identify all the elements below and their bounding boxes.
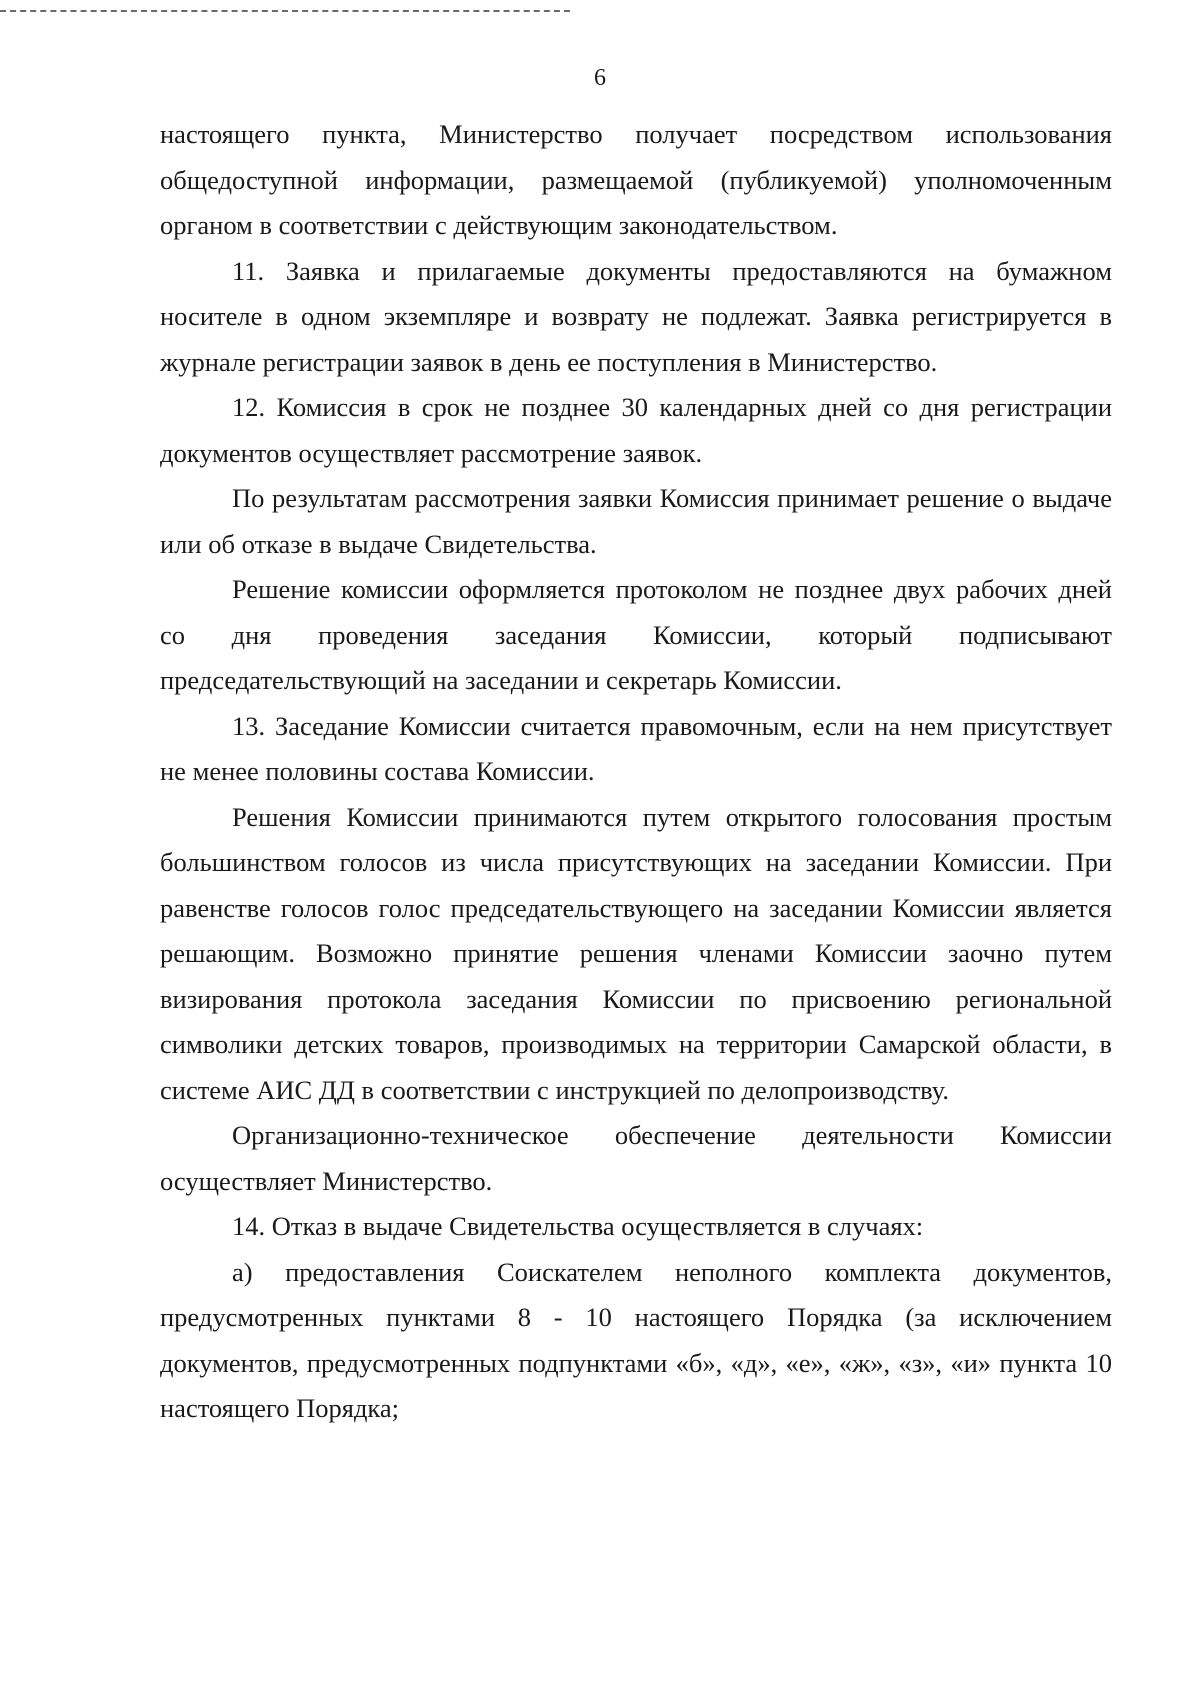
paragraph-item-13: 13. Заседание Комиссии считается правомочным, если на нем присутствует не менее половины состава Комиссии. (160, 710, 1112, 786)
paragraph-item-12: 12. Комиссия в срок не позднее 30 календарных дней со дня регистрации документов осуществляет рассмотрение заявок. (160, 392, 1112, 468)
paragraph-continuation: настоящего пункта, Министерство получает посредством использования общедоступной информации, размещаемой (публикуемой) уполномоченным органом в соответствии с действующим законодательством. (160, 119, 1112, 240)
top-dashed-border (0, 10, 570, 12)
page-number-text: 6 (594, 65, 606, 91)
paragraph-item-11: 11. Заявка и прилагаемые документы предоставляются на бумажном носителе в одном экземпляре и возврату не подлежат. Заявка регистрируется в журнале регистрации заявок в день ее поступления в Министерство. (160, 255, 1112, 377)
paragraph-item-14a: а) предоставления Соискателем неполного комплекта документов, предусмотренных пунктами 8 - 10 настоящего Порядка (за исключением документов, предусмотренных подпунктами «б», «д», «е», «ж», «з», «и» пункта 10 настоящего Порядка; (160, 1256, 1112, 1423)
paragraph-review-results: По результатам рассмотрения заявки Комиссия принимает решение о выдаче или об отказе в выдаче Свидетельства. (160, 483, 1112, 559)
page-number (0, 64, 1200, 92)
paragraph-voting: Решения Комиссии принимаются путем открытого голосования простым большинством голосов из числа присутствующих на заседании Комиссии. При равенстве голосов голос председательствующего на заседании Комиссии является решающим. Возможно принятие решения членами Комиссии заочно путем визирования протокола заседания Комиссии по присвоению региональной символики детских товаров, производимых на территории Самарской области, в системе АИС ДД в соответствии с инструкцией по делопроизводству. (160, 801, 1112, 1105)
document-body (160, 112, 1112, 1432)
paragraph-org-support: Организационно-техническое обеспечение деятельности Комиссии осуществляет Министерство. (160, 1120, 1112, 1196)
paragraph-item-14: 14. Отказ в выдаче Свидетельства осуществляется в случаях: (232, 1211, 924, 1241)
paragraph-commission-decision: Решение комиссии оформляется протоколом не позднее двух рабочих дней со дня проведения заседания Комиссии, который подписывают председательствующий на заседании и секретарь Комиссии. (160, 574, 1112, 695)
